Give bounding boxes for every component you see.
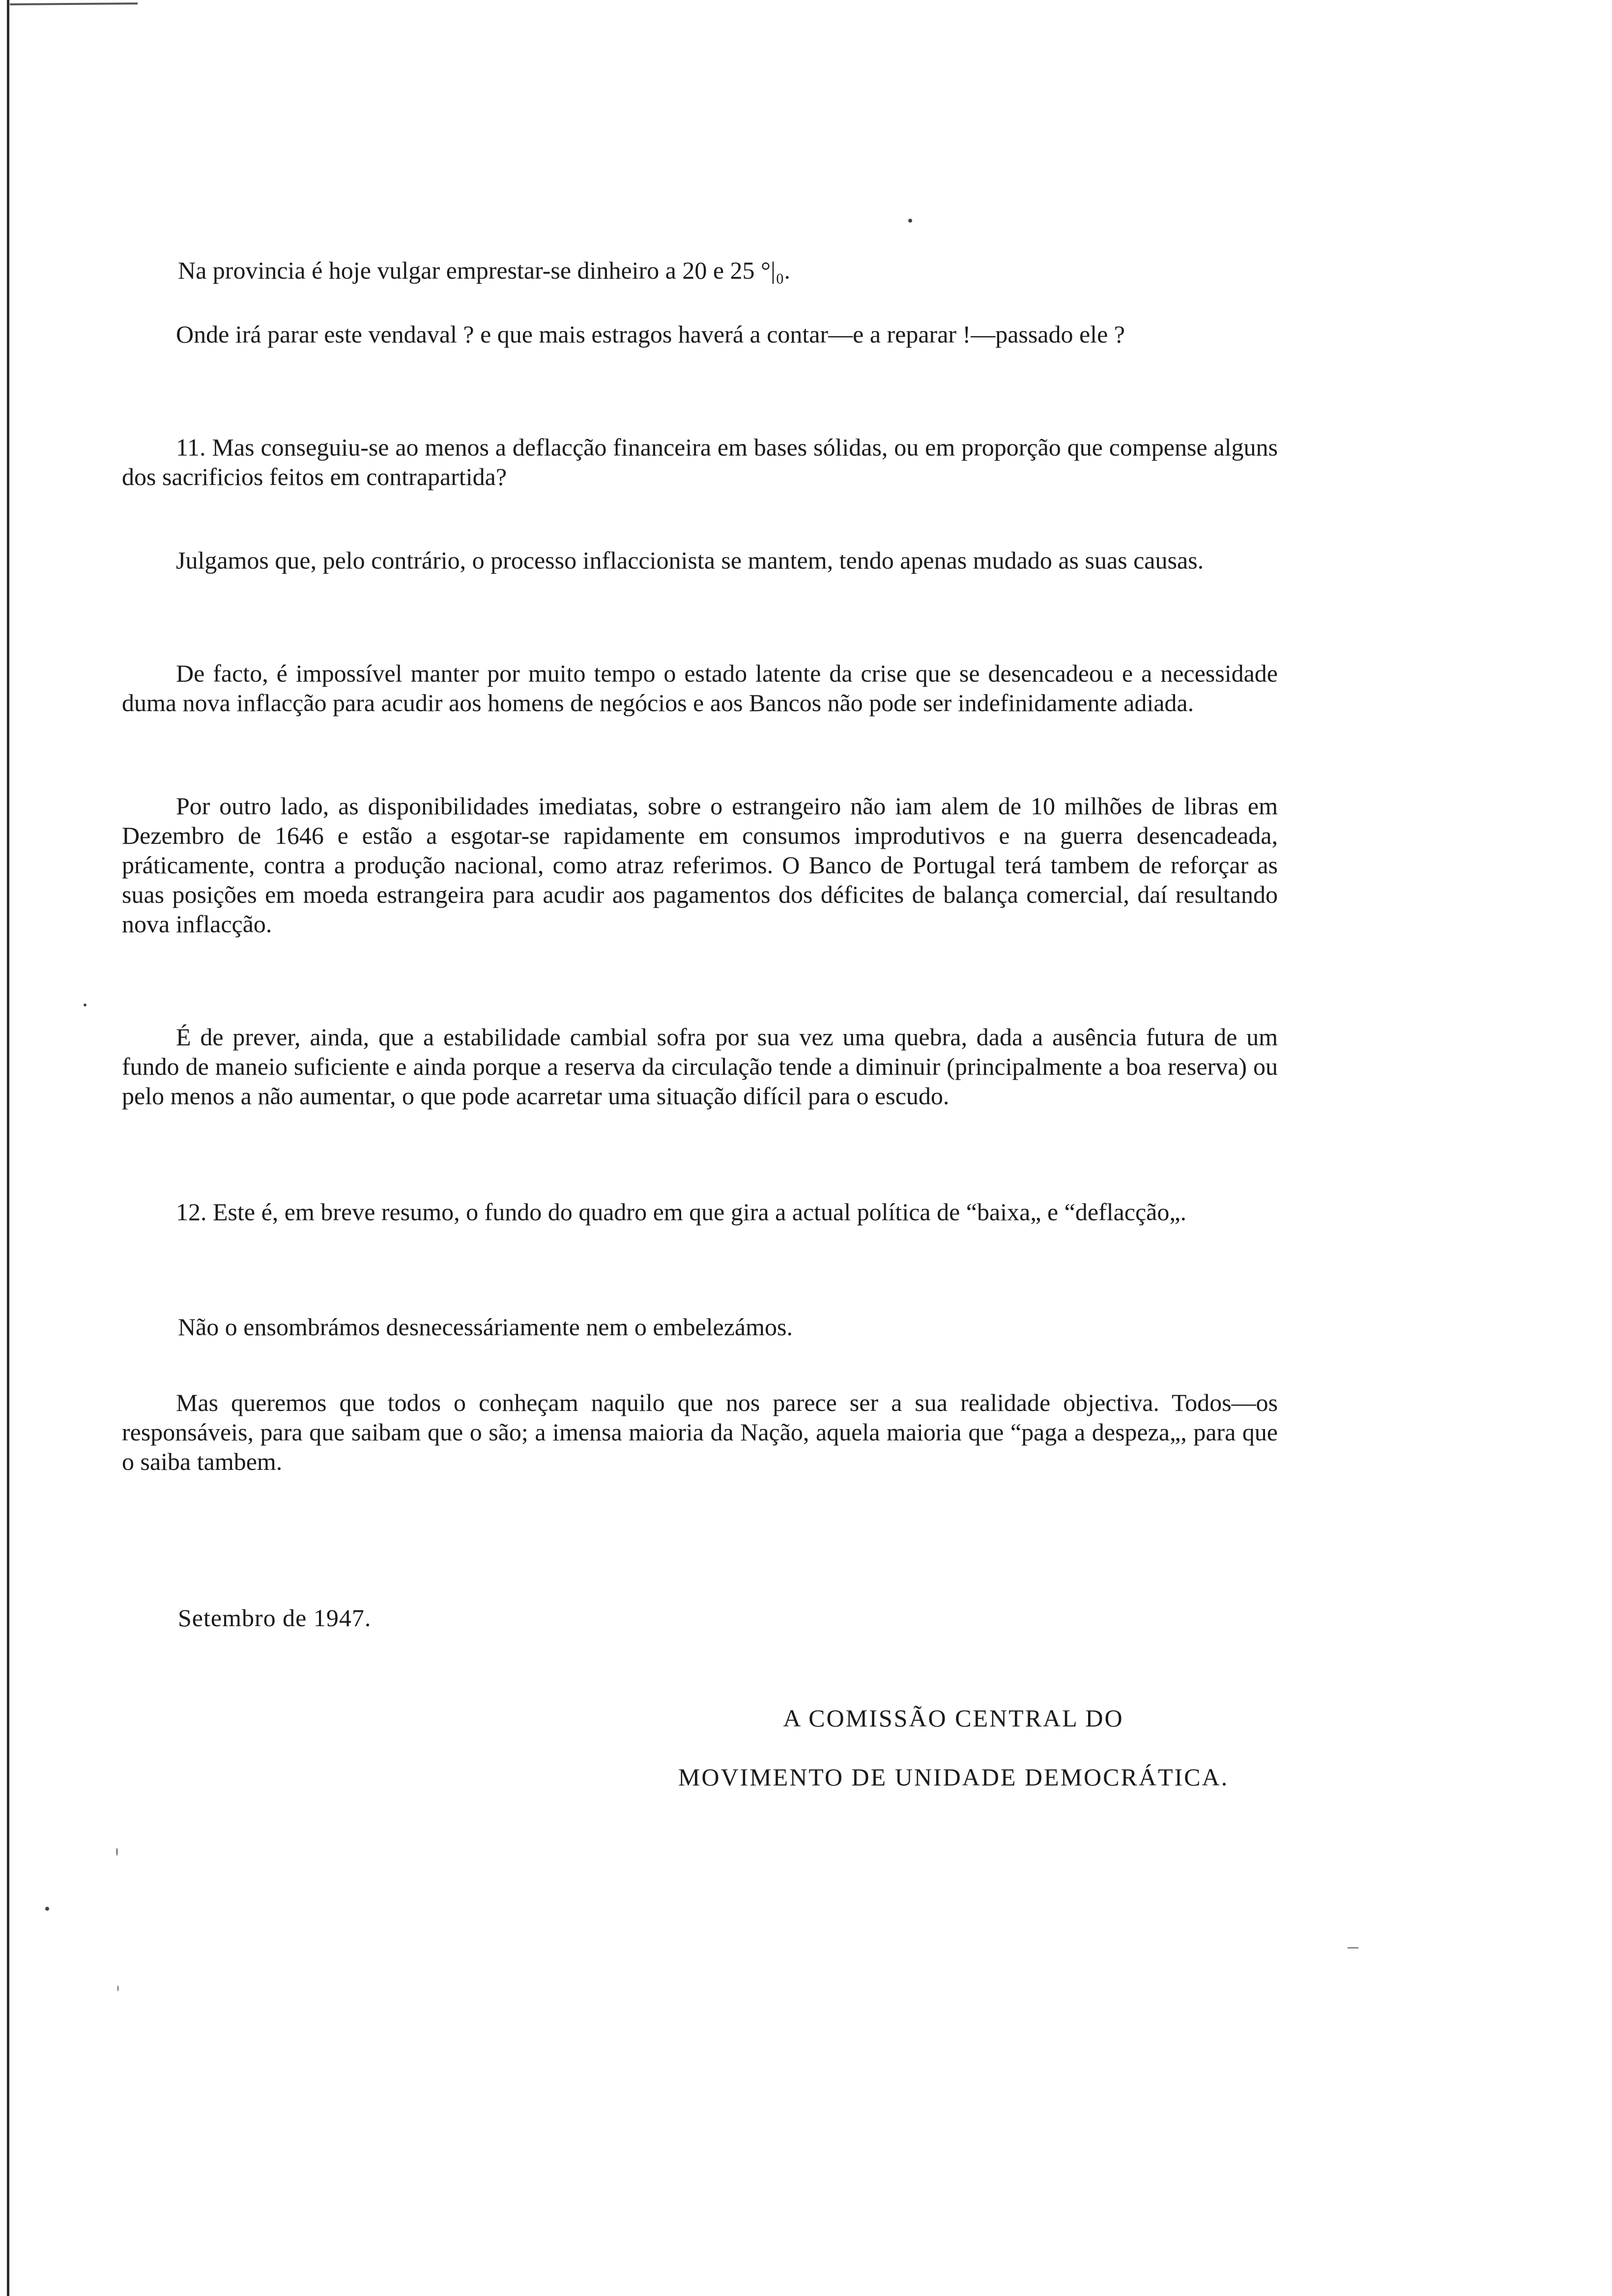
paragraph-8: 12. Este é, em breve resumo, o fundo do quadro em que gira a actual política de “baixa„ e “deflacção„. bbox=[176, 1198, 1187, 1226]
scan-speck bbox=[45, 1907, 49, 1911]
paragraph-9: Não o ensombrámos desnecessáriamente nem o embelezámos. bbox=[178, 1313, 793, 1341]
paragraph-5: De facto, é impossível manter por muito tempo o estado latente da crise que se desencadeou e a necessidade duma nova inflacção para acudir aos homens de negócios e aos Bancos não pode ser indefinidamente adiada. bbox=[122, 660, 1278, 717]
signature-line-1: A COMISSÃO CENTRAL DO bbox=[783, 1704, 1124, 1732]
document-date: Setembro de 1947. bbox=[178, 1604, 372, 1632]
paragraph-7: É de prever, ainda, que a estabilidade cambial sofra por sua vez uma quebra, dada a ausência futura de um fundo de maneio suficiente e ainda porque a reserva da circulação tende a diminuir (principalmente a boa reserva) ou pelo menos a não aumentar, o que pode acarretar uma situação difícil para o escudo. bbox=[122, 1023, 1278, 1110]
paragraph-3: 11. Mas conseguiu-se ao menos a deflacção financeira em bases sólidas, ou em proporção que compense alguns dos sacrificios feitos em contrapartida? bbox=[122, 433, 1278, 490]
scan-top-mark bbox=[10, 2, 138, 5]
paragraph-10: Mas queremos que todos o conheçam naquilo que nos parece ser a sua realidade objectiva. Todos—os responsáveis, para que saibam que o são; a imensa maioria da Nação, aquela maioria que “paga a despeza„, para que o saiba tambem. bbox=[122, 1389, 1278, 1475]
scan-speck bbox=[84, 1004, 86, 1006]
signature-line-2: MOVIMENTO DE UNIDADE DEMOCRÁTICA. bbox=[678, 1763, 1229, 1791]
paragraph-6: Por outro lado, as disponibilidades imediatas, sobre o estrangeiro não iam alem de 10 milhões de libras em Dezembro de 1646 e estão a esgotar-se rapidamente em consumos improdutivos e na guerra desencadeada, práticamente, contra a produção nacional, como atraz referimos. O Banco de Portugal terá tambem de reforçar as suas posições em moeda estrangeira para acudir aos pagamentos dos déficites de balança comercial, daí resultando nova inflacção. bbox=[122, 792, 1278, 938]
scan-speck bbox=[116, 1848, 118, 1856]
paragraph-1: Na provincia é hoje vulgar emprestar-se dinheiro a 20 e 25 °|₀. bbox=[178, 257, 790, 284]
scan-left-edge bbox=[7, 0, 9, 2296]
scan-speck bbox=[1348, 1947, 1358, 1949]
paragraph-2: Onde irá parar este vendaval ? e que mais estragos haverá a contar—e a reparar !—passado ele ? bbox=[176, 320, 1125, 348]
scan-speck bbox=[908, 219, 912, 223]
scan-speck bbox=[117, 1985, 119, 1991]
paragraph-4: Julgamos que, pelo contrário, o processo inflaccionista se mantem, tendo apenas mudado as suas causas. bbox=[176, 546, 1204, 574]
